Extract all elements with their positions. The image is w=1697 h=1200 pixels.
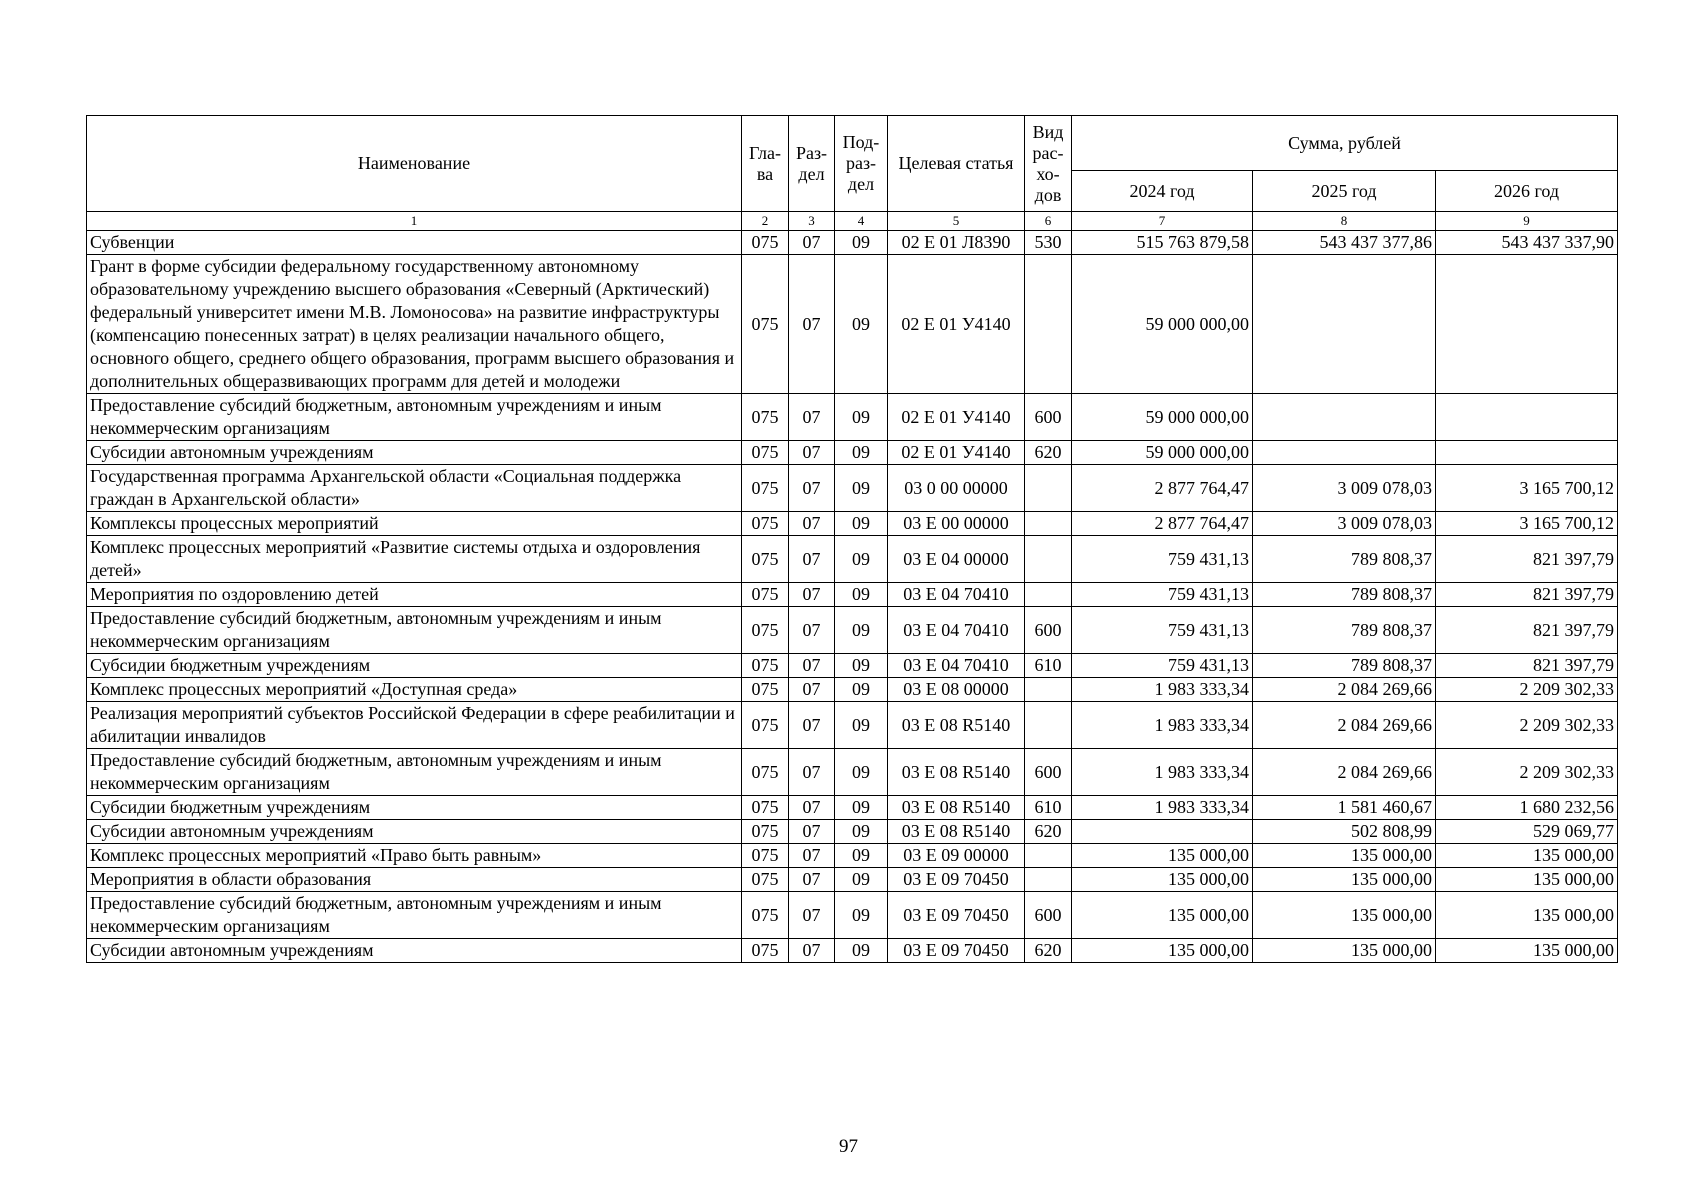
header-razdel-label: Раз-дел [795,142,828,184]
cell-celevaya-statya: 03 Е 09 70450 [888,892,1025,939]
cell-celevaya-statya: 03 Е 09 70450 [888,868,1025,892]
cell-name: Комплекс процессных мероприятий «Право быть равным» [87,844,742,868]
column-number: 4 [835,212,888,231]
cell-name: Комплекс процессных мероприятий «Доступная среда» [87,678,742,702]
cell-podrazdel: 09 [835,749,888,796]
cell-sum-2025: 789 808,37 [1253,607,1436,654]
cell-sum-2025: 135 000,00 [1253,939,1436,963]
cell-vid-rashodov [1025,678,1072,702]
cell-glava: 075 [742,536,789,583]
cell-sum-2026: 1 680 232,56 [1436,796,1618,820]
cell-sum-2025: 502 808,99 [1253,820,1436,844]
cell-glava: 075 [742,441,789,465]
cell-razdel: 07 [789,512,835,536]
cell-sum-2024: 135 000,00 [1072,939,1253,963]
cell-glava: 075 [742,255,789,394]
cell-podrazdel: 09 [835,255,888,394]
header-podrazdel [835,116,888,212]
cell-glava: 075 [742,583,789,607]
cell-razdel: 07 [789,441,835,465]
cell-celevaya-statya: 03 Е 00 00000 [888,512,1025,536]
header-year-2026: 2026 год [1436,171,1618,212]
cell-sum-2024: 759 431,13 [1072,536,1253,583]
table-row [87,820,1618,844]
cell-glava: 075 [742,231,789,255]
table-row [87,678,1618,702]
header-summa: Сумма, рублей [1072,116,1618,171]
table-row [87,939,1618,963]
cell-sum-2024: 135 000,00 [1072,844,1253,868]
cell-vid-rashodov: 620 [1025,441,1072,465]
cell-glava: 075 [742,939,789,963]
cell-sum-2024: 759 431,13 [1072,607,1253,654]
cell-razdel: 07 [789,892,835,939]
cell-vid-rashodov [1025,844,1072,868]
header-razdel [789,116,835,212]
cell-razdel: 07 [789,231,835,255]
cell-sum-2026: 135 000,00 [1436,939,1618,963]
cell-celevaya-statya: 03 Е 04 00000 [888,536,1025,583]
cell-sum-2026: 135 000,00 [1436,868,1618,892]
cell-vid-rashodov [1025,512,1072,536]
cell-glava: 075 [742,678,789,702]
cell-sum-2026: 821 397,79 [1436,536,1618,583]
cell-sum-2024: 135 000,00 [1072,892,1253,939]
cell-podrazdel: 09 [835,702,888,749]
cell-vid-rashodov: 600 [1025,749,1072,796]
table-row [87,441,1618,465]
cell-vid-rashodov: 620 [1025,820,1072,844]
header-year-2024: 2024 год [1072,171,1253,212]
cell-razdel: 07 [789,796,835,820]
cell-sum-2026: 529 069,77 [1436,820,1618,844]
table-row [87,512,1618,536]
cell-name: Предоставление субсидий бюджетным, автономным учреждениям и иным некоммерческим организациям [87,394,742,441]
cell-name: Грант в форме субсидии федеральному государственному автономному образовательному учреждению высшего образования «Северный (Арктический) федеральный университет имени М.В. Ломоносова» на развитие инфраструктуры (компенсацию понесенных затрат) в целях реализации начального общего, основного общего, среднего общего образования, программ высшего образования и дополнительных общеразвивающих программ для детей и молодежи [87,255,742,394]
cell-sum-2025 [1253,441,1436,465]
cell-podrazdel: 09 [835,394,888,441]
header-name: Наименование [87,116,742,212]
cell-sum-2025: 789 808,37 [1253,583,1436,607]
column-number: 5 [888,212,1025,231]
cell-podrazdel: 09 [835,796,888,820]
column-number: 2 [742,212,789,231]
column-number: 8 [1253,212,1436,231]
cell-sum-2024: 59 000 000,00 [1072,255,1253,394]
cell-celevaya-statya: 03 Е 08 R5140 [888,702,1025,749]
cell-name: Предоставление субсидий бюджетным, автономным учреждениям и иным некоммерческим организациям [87,892,742,939]
cell-name: Субсидии автономным учреждениям [87,820,742,844]
column-number-row [87,212,1618,231]
table-row [87,607,1618,654]
cell-vid-rashodov: 610 [1025,796,1072,820]
page-number: 97 [839,1136,858,1157]
cell-vid-rashodov: 610 [1025,654,1072,678]
cell-vid-rashodov [1025,868,1072,892]
cell-sum-2026: 821 397,79 [1436,654,1618,678]
cell-podrazdel: 09 [835,939,888,963]
cell-name: Субвенции [87,231,742,255]
table-row [87,892,1618,939]
cell-razdel: 07 [789,536,835,583]
cell-sum-2025: 135 000,00 [1253,868,1436,892]
cell-sum-2025 [1253,255,1436,394]
column-number: 7 [1072,212,1253,231]
cell-glava: 075 [742,702,789,749]
cell-glava: 075 [742,868,789,892]
cell-sum-2025 [1253,394,1436,441]
cell-sum-2026: 3 165 700,12 [1436,512,1618,536]
cell-sum-2024: 1 983 333,34 [1072,702,1253,749]
cell-sum-2025: 543 437 377,86 [1253,231,1436,255]
table-row [87,465,1618,512]
header-celevaya-label: Целевая статья [898,153,1014,173]
cell-sum-2026 [1436,255,1618,394]
cell-sum-2024: 135 000,00 [1072,868,1253,892]
cell-sum-2026: 2 209 302,33 [1436,749,1618,796]
cell-name: Субсидии автономным учреждениям [87,441,742,465]
cell-podrazdel: 09 [835,654,888,678]
cell-glava: 075 [742,607,789,654]
cell-podrazdel: 09 [835,820,888,844]
cell-glava: 075 [742,796,789,820]
cell-sum-2024: 1 983 333,34 [1072,796,1253,820]
table-row [87,702,1618,749]
cell-celevaya-statya: 03 Е 09 70450 [888,939,1025,963]
cell-vid-rashodov: 600 [1025,394,1072,441]
cell-vid-rashodov: 530 [1025,231,1072,255]
cell-sum-2025: 135 000,00 [1253,844,1436,868]
table-row [87,255,1618,394]
cell-sum-2025: 2 084 269,66 [1253,678,1436,702]
cell-podrazdel: 09 [835,844,888,868]
cell-sum-2026: 2 209 302,33 [1436,702,1618,749]
cell-sum-2026 [1436,441,1618,465]
cell-sum-2025: 3 009 078,03 [1253,465,1436,512]
cell-vid-rashodov [1025,465,1072,512]
cell-razdel: 07 [789,607,835,654]
cell-celevaya-statya: 02 Е 01 Л8390 [888,231,1025,255]
cell-razdel: 07 [789,939,835,963]
cell-podrazdel: 09 [835,512,888,536]
cell-sum-2026: 821 397,79 [1436,583,1618,607]
cell-sum-2025: 3 009 078,03 [1253,512,1436,536]
header-vid [1025,116,1072,212]
cell-name: Предоставление субсидий бюджетным, автономным учреждениям и иным некоммерческим организациям [87,749,742,796]
cell-celevaya-statya: 03 Е 04 70410 [888,654,1025,678]
cell-razdel: 07 [789,654,835,678]
cell-name: Субсидии бюджетным учреждениям [87,796,742,820]
cell-name: Субсидии бюджетным учреждениям [87,654,742,678]
cell-sum-2025: 789 808,37 [1253,654,1436,678]
cell-razdel: 07 [789,678,835,702]
cell-podrazdel: 09 [835,231,888,255]
cell-celevaya-statya: 03 Е 04 70410 [888,607,1025,654]
table-row [87,844,1618,868]
cell-sum-2025: 1 581 460,67 [1253,796,1436,820]
cell-sum-2024 [1072,820,1253,844]
column-number: 9 [1436,212,1618,231]
cell-razdel: 07 [789,844,835,868]
header-vid-label: Вид рас-хо-дов [1032,121,1064,205]
cell-razdel: 07 [789,255,835,394]
cell-sum-2026: 135 000,00 [1436,844,1618,868]
cell-glava: 075 [742,465,789,512]
cell-podrazdel: 09 [835,583,888,607]
table-row [87,796,1618,820]
cell-celevaya-statya: 03 Е 09 00000 [888,844,1025,868]
table-row [87,536,1618,583]
cell-vid-rashodov [1025,583,1072,607]
cell-celevaya-statya: 03 Е 08 R5140 [888,820,1025,844]
table-row [87,654,1618,678]
table-body [87,231,1618,963]
cell-sum-2026: 3 165 700,12 [1436,465,1618,512]
cell-sum-2026: 821 397,79 [1436,607,1618,654]
header-row [87,116,1618,171]
cell-sum-2026: 543 437 337,90 [1436,231,1618,255]
cell-sum-2025: 135 000,00 [1253,892,1436,939]
cell-sum-2025: 2 084 269,66 [1253,749,1436,796]
header-celevaya [888,116,1025,212]
cell-podrazdel: 09 [835,892,888,939]
budget-table [86,115,1618,963]
cell-glava: 075 [742,654,789,678]
header-glava-label: Гла-ва [748,142,782,184]
cell-sum-2024: 1 983 333,34 [1072,678,1253,702]
cell-celevaya-statya: 03 Е 04 70410 [888,583,1025,607]
cell-podrazdel: 09 [835,607,888,654]
cell-podrazdel: 09 [835,465,888,512]
cell-sum-2026: 2 209 302,33 [1436,678,1618,702]
table-row [87,868,1618,892]
cell-vid-rashodov [1025,255,1072,394]
cell-sum-2026: 135 000,00 [1436,892,1618,939]
cell-celevaya-statya: 03 Е 08 R5140 [888,749,1025,796]
cell-vid-rashodov: 600 [1025,892,1072,939]
cell-vid-rashodov: 620 [1025,939,1072,963]
cell-sum-2024: 59 000 000,00 [1072,394,1253,441]
table-row [87,583,1618,607]
cell-razdel: 07 [789,820,835,844]
cell-name: Комплекс процессных мероприятий «Развитие системы отдыха и оздоровления детей» [87,536,742,583]
cell-name: Государственная программа Архангельской области «Социальная поддержка граждан в Архангельской области» [87,465,742,512]
cell-name: Комплексы процессных мероприятий [87,512,742,536]
cell-razdel: 07 [789,465,835,512]
cell-name: Предоставление субсидий бюджетным, автономным учреждениям и иным некоммерческим организациям [87,607,742,654]
header-year-2025: 2025 год [1253,171,1436,212]
table-row [87,749,1618,796]
cell-celevaya-statya: 02 Е 01 У4140 [888,441,1025,465]
cell-celevaya-statya: 02 Е 01 У4140 [888,394,1025,441]
header-podrazdel-label: Под-раз-дел [842,132,880,194]
cell-sum-2025: 2 084 269,66 [1253,702,1436,749]
column-number: 1 [87,212,742,231]
cell-glava: 075 [742,394,789,441]
cell-vid-rashodov [1025,536,1072,583]
column-number: 6 [1025,212,1072,231]
header-glava [742,116,789,212]
cell-vid-rashodov: 600 [1025,607,1072,654]
cell-razdel: 07 [789,583,835,607]
cell-razdel: 07 [789,394,835,441]
cell-name: Реализация мероприятий субъектов Российской Федерации в сфере реабилитации и абилитации инвалидов [87,702,742,749]
cell-name: Субсидии автономным учреждениям [87,939,742,963]
cell-razdel: 07 [789,702,835,749]
cell-podrazdel: 09 [835,678,888,702]
cell-sum-2024: 515 763 879,58 [1072,231,1253,255]
cell-sum-2024: 1 983 333,34 [1072,749,1253,796]
cell-glava: 075 [742,749,789,796]
cell-celevaya-statya: 03 Е 08 00000 [888,678,1025,702]
column-number: 3 [789,212,835,231]
cell-podrazdel: 09 [835,536,888,583]
cell-celevaya-statya: 03 Е 08 R5140 [888,796,1025,820]
cell-celevaya-statya: 02 Е 01 У4140 [888,255,1025,394]
cell-sum-2024: 2 877 764,47 [1072,512,1253,536]
cell-sum-2026 [1436,394,1618,441]
cell-sum-2024: 2 877 764,47 [1072,465,1253,512]
cell-glava: 075 [742,844,789,868]
cell-glava: 075 [742,820,789,844]
cell-razdel: 07 [789,868,835,892]
cell-sum-2024: 59 000 000,00 [1072,441,1253,465]
cell-podrazdel: 09 [835,441,888,465]
cell-vid-rashodov [1025,702,1072,749]
cell-razdel: 07 [789,749,835,796]
cell-celevaya-statya: 03 0 00 00000 [888,465,1025,512]
cell-podrazdel: 09 [835,868,888,892]
cell-name: Мероприятия по оздоровлению детей [87,583,742,607]
cell-name: Мероприятия в области образования [87,868,742,892]
table-row [87,394,1618,441]
table-row [87,231,1618,255]
cell-sum-2025: 789 808,37 [1253,536,1436,583]
cell-sum-2024: 759 431,13 [1072,654,1253,678]
cell-glava: 075 [742,892,789,939]
cell-glava: 075 [742,512,789,536]
cell-sum-2024: 759 431,13 [1072,583,1253,607]
